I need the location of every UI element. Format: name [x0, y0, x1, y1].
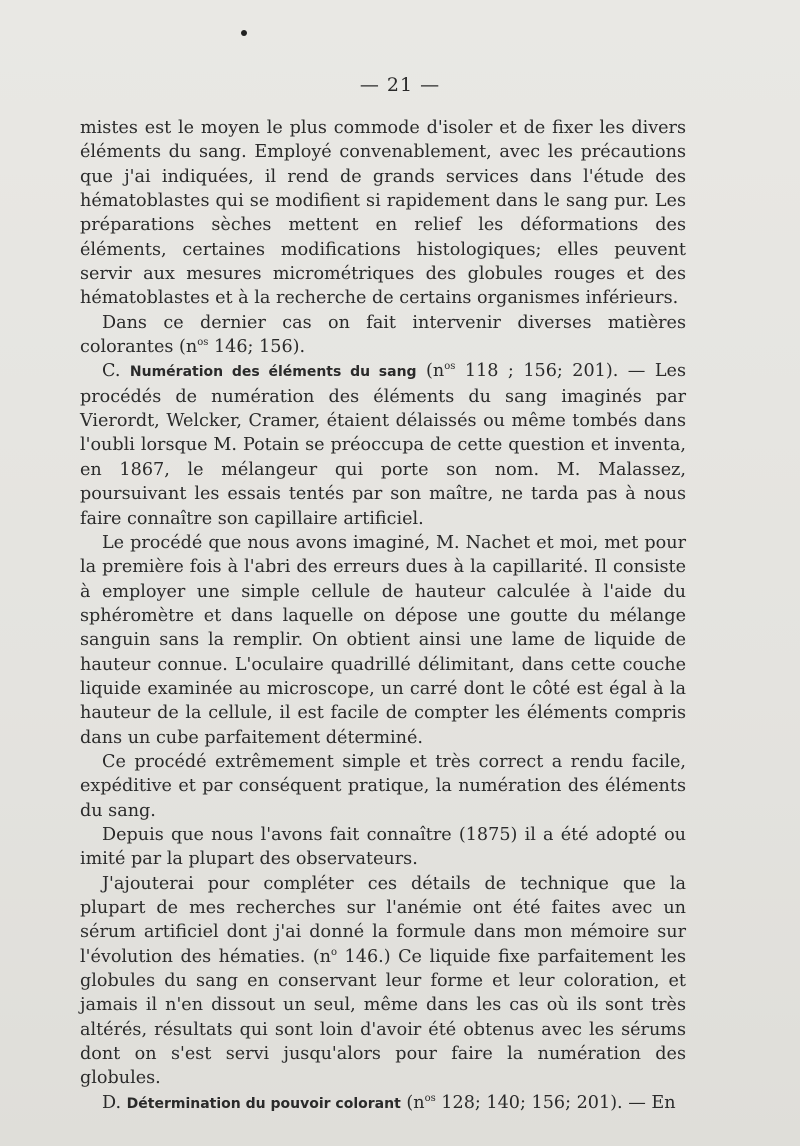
paragraph-6 — [80, 823, 686, 872]
ink-speck — [241, 30, 247, 36]
superscript: o — [331, 946, 338, 958]
body-text — [80, 116, 686, 1116]
paragraph-text: Le procédé que nous avons imaginé, M. Nachet et moi, met pour la première fois à l'abri des erreurs dues à la capillarité. Il consiste à employer une simple cellule de hauteur calculée à l'aide du sphéromètre et dans laquelle on dépose une goutte du mélange sanguin sans la remplir. On obtient ainsi une lame de liquide de hauteur connue. L'oculaire quadrillé délimitant, dans cette couche liquide examinée au microscope, un carré dont le côté est égal à la hauteur de la cellule, il est facile de compter les éléments compris dans un cube parfaitement déterminé. — [80, 532, 686, 748]
paragraph-text: Dans ce dernier cas on fait intervenir diverses matières colorantes (n — [80, 312, 686, 358]
paragraph-1 — [80, 116, 686, 311]
superscript: os — [444, 361, 456, 373]
section-heading: Numération des éléments du sang — [129, 364, 417, 381]
paragraph-text: (n — [400, 1092, 425, 1113]
section-heading: Détermination du pouvoir colorant — [126, 1095, 401, 1112]
paragraph-4 — [80, 531, 686, 750]
paragraph-text: J'ajouterai pour compléter ces détails de technique que la plupart de mes recherches sur l'anémie ont été faites avec un sérum artificiel dont j'ai donné la formule dans mon mémoire sur l'évolution des hématies. (n — [80, 873, 686, 967]
page-number: — 21 — — [359, 74, 441, 96]
paragraph-text: Depuis que nous l'avons fait connaître (1875) il a été adopté ou imité par la plupart des observateurs. — [80, 824, 686, 870]
paragraph-text: mistes est le moyen le plus commode d'isoler et de fixer les divers éléments du sang. Employé convenablement, avec les précautions que j'ai indiquées, il rend de grands services dans l'étude des hématoblastes qui se modifient si rapidement dans le sang pur. Les préparations sèches mettent en relief les déformations des éléments, certaines modifications histologiques; elles peuvent servir aux mesures micrométriques des globules rouges et des hématoblastes et à la recherche de certains organismes inférieurs. — [80, 118, 686, 309]
section-label: D. — [102, 1092, 127, 1113]
superscript: os — [424, 1092, 436, 1104]
paragraph-text-after: 146; 156). — [208, 337, 306, 358]
section-d — [80, 1091, 686, 1116]
paragraph-7 — [80, 872, 686, 1091]
superscript: os — [197, 337, 209, 349]
paragraph-5 — [80, 750, 686, 823]
paragraph-text: Ce procédé extrêmement simple et très correct a rendu facile, expéditive et par conséquent pratique, la numération des éléments du sang. — [80, 751, 686, 821]
paragraph-2 — [80, 311, 686, 360]
paragraph-text-after: 118 ; 156; 201). — Les procédés de numération des éléments du sang imaginés par Vierordt, Welcker, Cramer, étaient délaissés ou même tombés dans l'oubli lorsque M. Potain se préoccupa de cette question et inventa, en 1867, le mélangeur qui porte son nom. M. Malassez, poursuivant les essais tentés par son maître, ne tarda pas à nous faire connaître son capillaire artificiel. — [80, 361, 686, 529]
section-c — [80, 359, 686, 530]
paragraph-text: (n — [416, 361, 445, 382]
section-label: C. — [102, 361, 130, 382]
paragraph-text-after: 146.) Ce liquide fixe parfaitement les globules du sang en conservant leur forme et leur coloration, et jamais il n'en dissout un seul, même dans les cas où ils sont très altérés, résultats qui sont loin d'avoir été obtenus avec les sérums dont on s'est servi jusqu'alors pour faire la numération des globules. — [80, 946, 686, 1089]
paragraph-text-after: 128; 140; 156; 201). — En — [435, 1092, 676, 1113]
